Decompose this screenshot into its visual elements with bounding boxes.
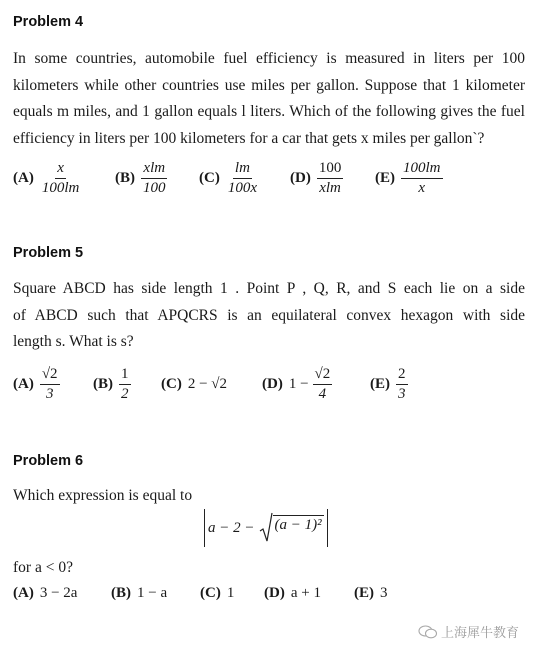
- wechat-icon: [418, 625, 438, 639]
- watermark: [418, 622, 519, 641]
- problem-5-title: Problem 5: [13, 245, 84, 261]
- option-c: [200, 585, 234, 602]
- problem-4-line: efficiency in liters per 100 kilometers for a car that gets x miles per gallon`?: [13, 129, 485, 147]
- option-label: (C): [199, 170, 220, 187]
- option-label: (C): [200, 585, 221, 601]
- option-b: [115, 160, 168, 198]
- watermark-text: 上海犀牛教育: [441, 626, 520, 641]
- option-a: [13, 585, 77, 602]
- option-label: (D): [290, 170, 311, 187]
- denominator: 3: [45, 386, 54, 403]
- fraction: [40, 160, 82, 198]
- option-value: 3 − 2a: [39, 585, 78, 601]
- option-d: [290, 160, 343, 198]
- radicand: (a − 1)²: [274, 516, 322, 533]
- option-value: 3: [380, 585, 388, 601]
- numerator: 1: [119, 366, 131, 385]
- numerator: 100: [317, 160, 344, 179]
- fraction: [119, 366, 131, 404]
- fraction: [141, 160, 168, 198]
- option-a: [13, 160, 81, 198]
- numerator: √2: [313, 366, 333, 385]
- option-b: [111, 585, 167, 602]
- option-value: 1 − a: [137, 585, 168, 601]
- option-label: (E): [375, 170, 395, 187]
- problem-4-line: equals m miles, and 1 gallon equals l liters. Which of the following gives the fuel: [13, 103, 525, 120]
- option-label: (A): [13, 170, 34, 187]
- option-e: [375, 160, 443, 198]
- problem-6-condition: [13, 555, 525, 582]
- absolute-value-expression: [204, 509, 328, 547]
- denominator: 100x: [227, 180, 257, 197]
- option-label: (B): [111, 585, 131, 601]
- problem-6-line: for a < 0?: [13, 559, 73, 576]
- option-value: a + 1: [290, 585, 321, 601]
- option-e: [354, 585, 388, 602]
- fraction: [313, 366, 333, 404]
- radical-sign-icon: [259, 512, 273, 544]
- denominator: 100: [143, 180, 166, 197]
- option-value: 2 − √2: [187, 376, 228, 392]
- option-b: [93, 366, 131, 404]
- numerator: xlm: [141, 160, 167, 179]
- fraction: [317, 160, 344, 198]
- numerator: lm: [233, 160, 252, 179]
- numerator: 100lm: [401, 160, 443, 179]
- denominator: x: [418, 180, 426, 197]
- problem-5-line: length s. What is s?: [13, 333, 134, 350]
- option-d: [264, 585, 321, 602]
- fraction: [40, 366, 60, 404]
- fraction: [401, 160, 443, 198]
- option-label: (E): [354, 585, 374, 601]
- problem-4-title: Problem 4: [13, 14, 84, 30]
- problem-4-line: In some countries, automobile fuel efficiency is measured in liters per 100: [13, 50, 525, 67]
- problem-6-line: Which expression is equal to: [13, 487, 193, 504]
- denominator: 100lm: [41, 180, 80, 197]
- numerator: x: [55, 160, 66, 179]
- option-label: (C): [161, 376, 182, 392]
- option-label: (D): [262, 376, 283, 393]
- problem-5-line: of ABCD such that APQCRS is an equilateral convex hexagon with side: [13, 306, 525, 324]
- option-value: 1 −: [288, 376, 309, 393]
- denominator: 4: [318, 386, 327, 403]
- numerator: 2: [396, 366, 408, 385]
- denominator: xlm: [319, 180, 341, 197]
- fraction: [396, 366, 408, 404]
- option-c: [199, 160, 259, 198]
- option-d: [262, 366, 332, 404]
- option-label: (B): [115, 170, 135, 187]
- option-e: [370, 366, 408, 404]
- numerator: √2: [40, 366, 60, 385]
- problem-6-intro: [13, 483, 525, 510]
- option-value: 1: [226, 585, 235, 601]
- problem-5-line: Square ABCD has side length 1 . Point P , Q, R, and S each lie on a side: [13, 280, 525, 297]
- expression-text: a − 2 −: [208, 519, 255, 536]
- option-label: (A): [13, 585, 34, 601]
- problem-5-text: [13, 276, 525, 356]
- problem-4-text: [13, 46, 525, 152]
- option-c: [161, 376, 227, 393]
- denominator: 3: [398, 386, 406, 403]
- option-label: (A): [13, 376, 34, 393]
- option-label: (B): [93, 376, 113, 393]
- fraction: [226, 160, 259, 198]
- option-a: [13, 366, 60, 404]
- problem-4-line: kilometers while other countries use miles per gallon. Suppose that 1 kilometer: [13, 76, 525, 94]
- option-label: (E): [370, 376, 390, 393]
- option-label: (D): [264, 585, 285, 601]
- denominator: 2: [121, 386, 129, 403]
- problem-6-title: Problem 6: [13, 453, 84, 469]
